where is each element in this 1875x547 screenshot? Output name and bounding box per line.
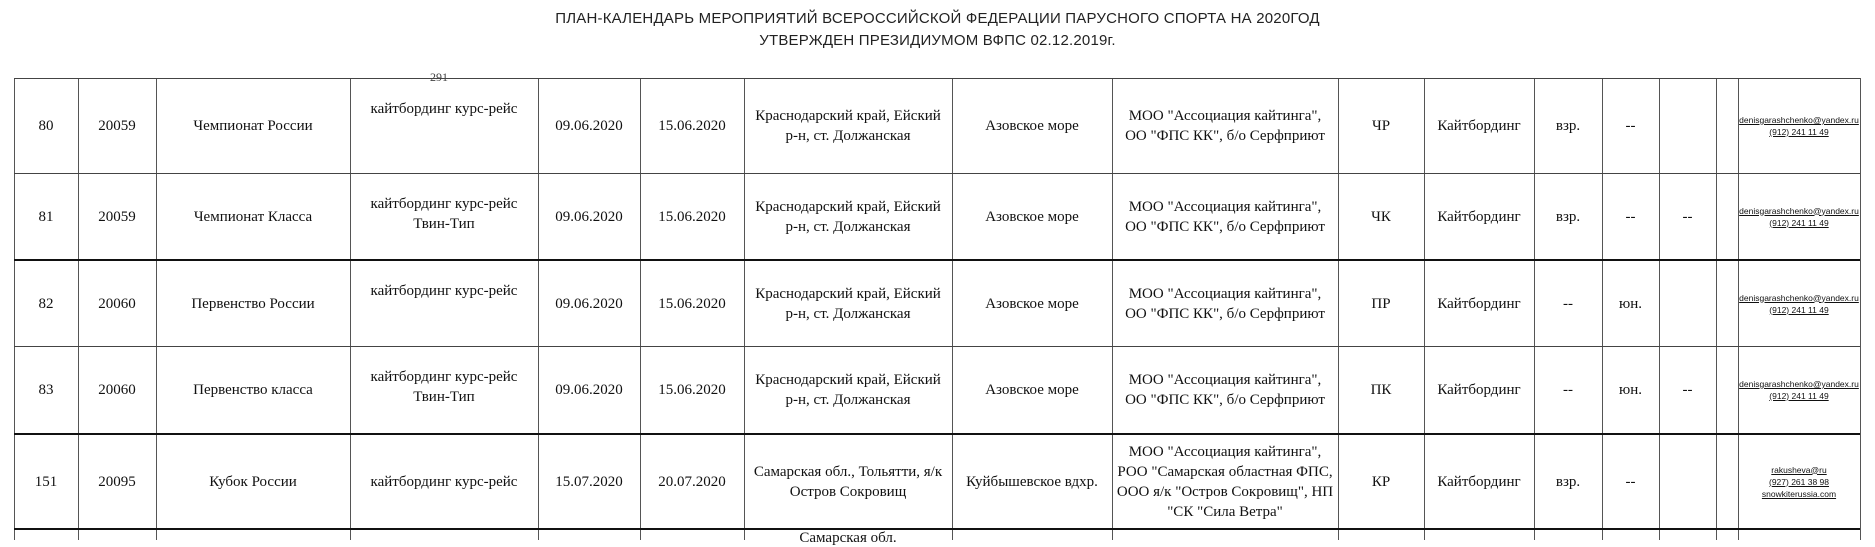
age-group-extra [1659, 79, 1716, 173]
start-date: 15.07.2020 [555, 473, 623, 490]
table-row [0, 435, 1875, 528]
event-title: Кубок России [209, 473, 297, 490]
table-row [0, 261, 1875, 346]
event-title: Первенство России [191, 295, 315, 312]
age-group-adult: -- [1563, 382, 1573, 398]
organizer: МОО "Ассоциация кайтинга", ОО "ФПС КК", б/о Серфприют [1125, 108, 1325, 144]
event-place: Краснодарский край, Ейский р-н, ст. Должанская [755, 372, 941, 408]
contact-phone[interactable]: (912) 241 11 49 [1769, 127, 1829, 137]
age-group-adult: взр. [1555, 208, 1581, 225]
row-number: 82 [38, 295, 54, 312]
sport-type: Кайтбординг [1437, 118, 1521, 134]
event-discipline: кайтбординг курс-рейс [370, 101, 518, 117]
table-row [0, 174, 1875, 259]
contact-email[interactable]: denisgarashchenko@yandex.ru [1739, 292, 1859, 303]
organizer: МОО "Ассоциация кайтинга", ОО "ФПС КК", б/о Серфприют [1125, 372, 1325, 408]
contact-info [1738, 435, 1860, 528]
event-status: КР [1371, 473, 1391, 490]
contact-info [1738, 79, 1860, 173]
table-row [0, 347, 1875, 433]
contact-info [1738, 261, 1860, 346]
row-number: 151 [34, 473, 58, 490]
age-group-youth: -- [1625, 118, 1636, 134]
age-group-extra: -- [1682, 208, 1693, 225]
contact-phone[interactable]: (912) 241 11 49 [1769, 217, 1829, 228]
sport-type: Кайтбординг [1437, 295, 1521, 312]
event-status: ПК [1370, 382, 1392, 398]
sport-type: Кайтбординг [1437, 208, 1521, 225]
event-place: Самарская обл., Тольятти, я/к Остров Сокровищ [753, 463, 943, 500]
document-subtitle: УТВЕРЖДЕН ПРЕЗИДИУМОМ ВФПС 02.12.2019г. [759, 32, 1116, 49]
age-group-adult: взр. [1555, 118, 1581, 134]
contact-website[interactable]: snowkiterussia.com [1761, 488, 1837, 499]
document-title: ПЛАН-КАЛЕНДАРЬ МЕРОПРИЯТИЙ ВСЕРОССИЙСКОЙ ФЕДЕРАЦИИ ПАРУСНОГО СПОРТА НА 2020ГОД [555, 10, 1320, 27]
age-group-youth: юн. [1619, 295, 1642, 312]
water-area: Азовское море [985, 382, 1079, 398]
event-status: ПР [1371, 295, 1391, 312]
water-area: Азовское море [985, 295, 1079, 312]
age-group-extra [1659, 261, 1716, 346]
water-area: Азовское море [985, 118, 1079, 134]
event-title: Чемпионат России [193, 118, 313, 134]
age-group-adult: взр. [1555, 473, 1581, 490]
event-discipline: кайтбординг курс-рейс Твин-Тип [370, 369, 518, 405]
event-place: Краснодарский край, Ейский р-н, ст. Должанская [755, 108, 941, 144]
row-number: 80 [38, 118, 54, 134]
age-group-extra [1659, 435, 1716, 528]
row-number: 83 [38, 382, 54, 398]
water-area: Азовское море [985, 208, 1079, 225]
event-place: Краснодарский край, Ейский р-н, ст. Должанская [755, 198, 941, 235]
event-code: 20059 [98, 208, 136, 225]
event-code: 20060 [98, 382, 136, 398]
table-row [0, 79, 1875, 173]
start-date: 09.06.2020 [555, 382, 623, 398]
contact-info [1738, 174, 1860, 259]
end-date: 15.06.2020 [658, 295, 726, 312]
event-code: 20060 [98, 295, 136, 312]
event-title: Первенство класса [193, 382, 313, 398]
age-group-youth: юн. [1619, 382, 1642, 398]
sport-type: Кайтбординг [1437, 473, 1521, 490]
end-date: 15.06.2020 [658, 118, 726, 134]
water-area: Куйбышевское вдхр. [966, 473, 1098, 490]
contact-email[interactable]: rakusheva@ru [1771, 464, 1827, 475]
end-date: 15.06.2020 [658, 382, 726, 398]
contact-phone[interactable]: (927) 261 38 98 [1768, 476, 1830, 487]
previous-row-fragment: 291 [430, 70, 448, 84]
age-group-youth: -- [1625, 473, 1636, 490]
contact-email[interactable]: denisgarashchenko@yandex.ru [1739, 379, 1859, 389]
event-discipline: кайтбординг курс-рейс [370, 283, 518, 299]
end-date: 20.07.2020 [658, 473, 726, 490]
next-row-fragment: Самарская обл. [799, 530, 897, 546]
contact-email[interactable]: denisgarashchenko@yandex.ru [1739, 205, 1859, 216]
organizer: МОО "Ассоциация кайтинга", РОО "Самарская областная ФПС, ООО я/к "Остров Сокровищ", НП "СК "Сила Ветра" [1116, 443, 1334, 520]
event-status: ЧР [1371, 118, 1391, 134]
start-date: 09.06.2020 [555, 208, 623, 225]
sport-type: Кайтбординг [1437, 382, 1521, 398]
age-group-adult: -- [1563, 295, 1573, 312]
calendar-table [0, 70, 1875, 546]
event-discipline: кайтбординг курс-рейс Твин-Тип [370, 196, 518, 232]
organizer: МОО "Ассоциация кайтинга", ОО "ФПС КК", б/о Серфприют [1125, 198, 1325, 235]
event-status: ЧК [1371, 208, 1391, 225]
contact-info [1738, 347, 1860, 433]
end-date: 15.06.2020 [658, 208, 726, 225]
age-group-extra: -- [1682, 382, 1693, 398]
contact-email[interactable]: denisgarashchenko@yandex.ru [1739, 115, 1859, 125]
event-place: Краснодарский край, Ейский р-н, ст. Должанская [755, 285, 941, 322]
row-number: 81 [38, 208, 54, 225]
event-discipline: кайтбординг курс-рейс [370, 473, 518, 490]
event-code: 20095 [98, 473, 136, 490]
event-code: 20059 [98, 118, 136, 134]
start-date: 09.06.2020 [555, 118, 623, 134]
organizer: МОО "Ассоциация кайтинга", ОО "ФПС КК", б/о Серфприют [1125, 285, 1325, 322]
contact-phone[interactable]: (912) 241 11 49 [1769, 391, 1829, 401]
document-header [0, 8, 1875, 52]
event-title: Чемпионат Класса [193, 208, 313, 225]
age-group-youth: -- [1625, 208, 1636, 225]
contact-phone[interactable]: (912) 241 11 49 [1769, 304, 1829, 315]
start-date: 09.06.2020 [555, 295, 623, 312]
